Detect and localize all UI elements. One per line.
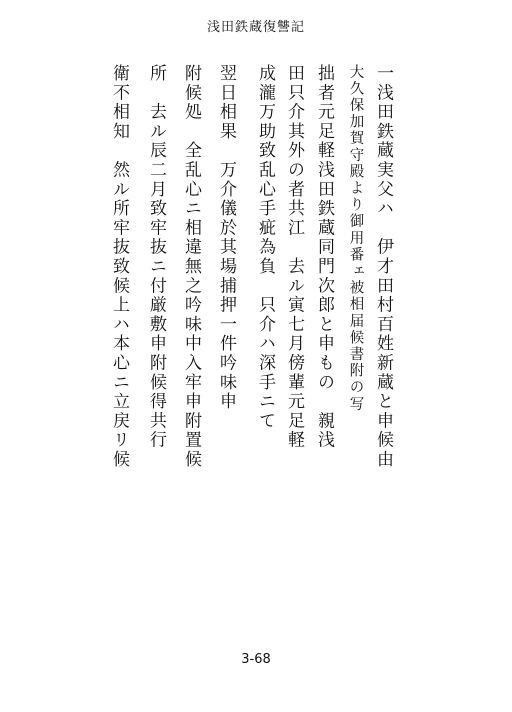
text-column-9: 衛不相知 然ル所牢抜致候上ハ本心ニ立戻リ候: [109, 64, 129, 470]
page-title: 浅田鉄蔵復讐記: [206, 20, 305, 35]
page-number: 3-68: [241, 652, 271, 667]
text-column-8: 所 去ル辰二月致牢抜ニ付厳敷申附候得共行: [146, 64, 166, 450]
text-column-6: 翌日相果 万介儀於其場捕押一件吟味申: [216, 64, 236, 412]
text-column-5: 成瀧万助致乱心手疵為負 只介ハ深手ニて: [255, 64, 275, 431]
text-column-1: 一浅田鉄蔵実父ハ 伊才田村百姓新蔵と申候由: [373, 64, 393, 470]
text-column-2: 大久保加賀守殿より御用番ェ被相届候書附の写: [347, 64, 364, 413]
text-column-3: 拙者元足軽浅田鉄蔵同門次郎と申もの 親浅: [314, 64, 334, 450]
text-column-4: 田只介其外の者共江 去ル寅七月傍輩元足軽: [284, 64, 304, 450]
text-column-7: 附候処 全乱心ニ相違無之吟味中入牢申附置候: [181, 64, 201, 470]
